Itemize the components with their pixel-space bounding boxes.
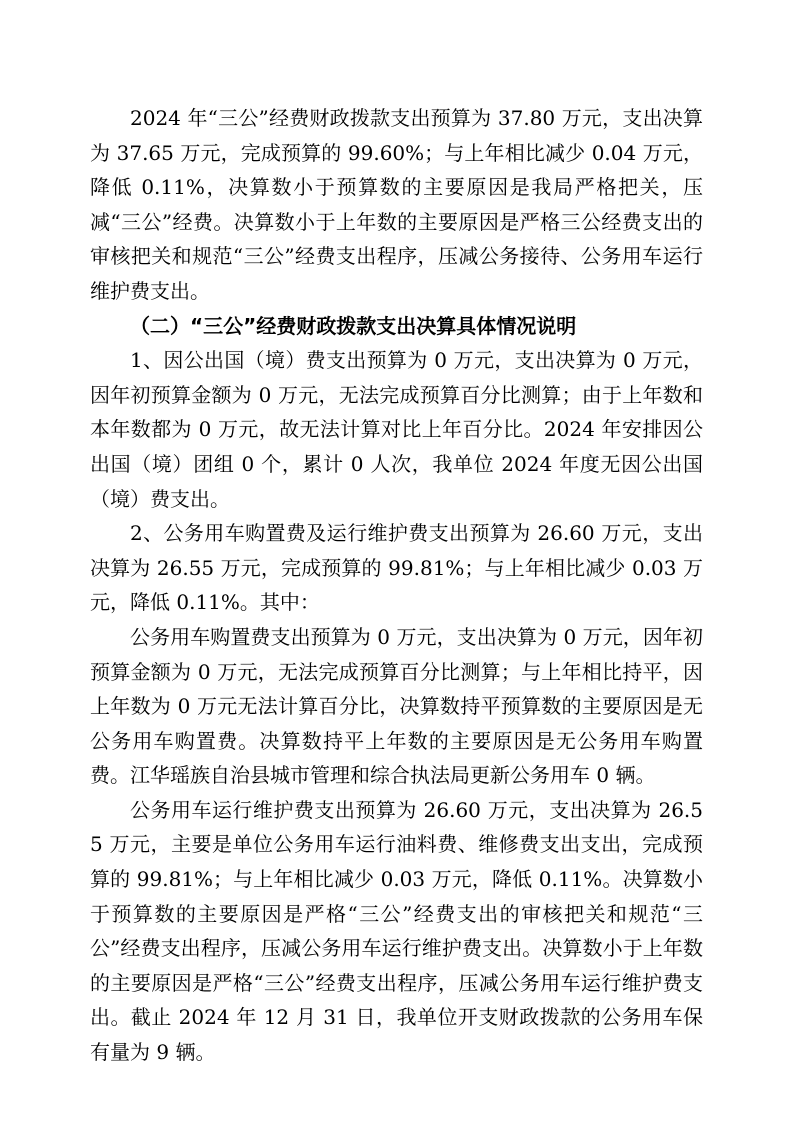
- paragraph-abroad-expense: 1、因公出国（境）费支出预算为 0 万元，支出决算为 0 万元，因年初预算金额为 0 万元，无法完成预算百分比测算；由于上年数和本年数都为 0 万元，故无法计算对比上年百分比。2024 年安排因公出国（境）团组 0 个，累计 0 人次，我单位 2024 年度无因公出国（境）费支出。: [90, 348, 703, 511]
- paragraph-vehicle-maintenance: 公务用车运行维护费支出预算为 26.60 万元，支出决算为 26.55 万元，主要是单位公务用车运行油料费、维修费支出支出，完成预算的 99.81%；与上年相比减少 0.03 万元，降低 0.11%。决算数小于预算数的主要原因是严格“三公”经费支出的审核把关和规范“三公”经费支出程序，压减公务用车运行维护费支出。决算数小于上年数的主要原因是严格“三公”经费支出程序，压减公务用车运行维护费支出。截止 2024 年 12 月 31 日，我单位开支财政拨款的公务用车保有量为 9 辆。: [90, 797, 703, 1065]
- paragraph-overall-summary: 2024 年“三公”经费财政拨款支出预算为 37.80 万元，支出决算为 37.65 万元，完成预算的 99.60%；与上年相比减少 0.04 万元，降低 0.11%，决算数小于预算数的主要原因是我局严格把关，压减“三公”经费。决算数小于上年数的主要原因是严格三公经费支出的审核把关和规范“三公”经费支出程序，压减公务接待、公务用车运行维护费支出。: [90, 106, 703, 303]
- section-heading-specific-situation: （二）“三公”经费财政拨款支出决算具体情况说明: [130, 313, 577, 338]
- paragraph-vehicle-purchase: 公务用车购置费支出预算为 0 万元，支出决算为 0 万元，因年初预算金额为 0 万元，无法完成预算百分比测算；与上年相比持平，因上年数为 0 万元无法计算百分比，决算数持平预算数的主要原因是无公务用车购置费。决算数持平上年数的主要原因是无公务用车购置费。江华瑶族自治县城市管理和综合执法局更新公务用车 0 辆。: [90, 624, 703, 788]
- paragraph-vehicle-total: 2、公务用车购置费及运行维护费支出预算为 26.60 万元，支出决算为 26.55 万元，完成预算的 99.81%；与上年相比减少 0.03 万元，降低 0.11%。其中：: [90, 521, 703, 615]
